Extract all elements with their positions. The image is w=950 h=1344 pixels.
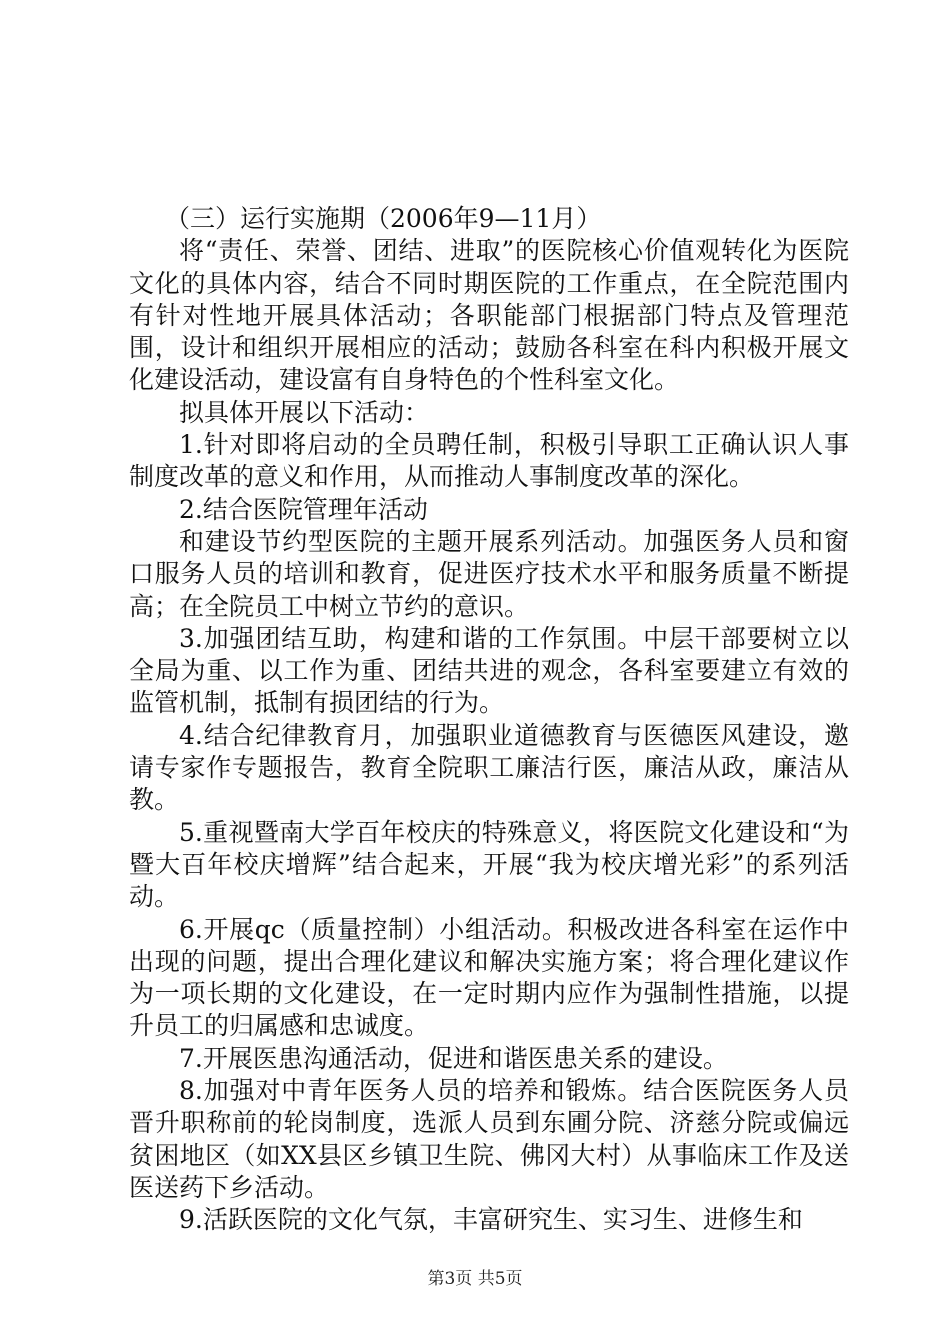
list-item-5: 5.重视暨南大学百年校庆的特殊意义，将医院文化建设和“为暨大百年校庆增辉”结合起来，开展“我为校庆增光彩”的系列活动。 <box>129 817 849 912</box>
list-item-3: 3.加强团结互助，构建和谐的工作氛围。中层干部要树立以全局为重、以工作为重、团结共进的观念，各科室要建立有效的监管机制，抵制有损团结的行为。 <box>129 623 849 718</box>
list-item-4: 4.结合纪律教育月，加强职业道德教育与医德医风建设，邀请专家作专题报告，教育全院职工廉洁行医，廉洁从政，廉洁从教。 <box>129 720 849 815</box>
paragraph-intro: 将“责任、荣誉、团结、进取”的医院核心价值观转化为医院文化的具体内容，结合不同时期医院的工作重点，在全院范围内有针对性地开展具体活动；各职能部门根据部门特点及管理范围，设计和组织开展相应的活动；鼓励各科室在科内积极开展文化建设活动，建设富有自身特色的个性科室文化。 <box>129 236 849 395</box>
list-item-8: 8.加强对中青年医务人员的培养和锻炼。结合医院医务人员晋升职称前的轮岗制度，选派人员到东圃分院、济慈分院或偏远贫困地区（如XX县区乡镇卫生院、佛冈大村）从事临床工作及送医送药下乡活动。 <box>129 1076 849 1202</box>
list-item-2: 2.结合医院管理年活动 <box>179 494 428 524</box>
list-item-6: 6.开展qc（质量控制）小组活动。积极改进各科室在运作中出现的问题，提出合理化建议和解决实施方案；将合理化建议作为一项长期的文化建设，在一定时期内应作为强制性措施，以提升员工的归属感和忠诚度。 <box>129 914 849 1041</box>
document-body <box>129 203 849 1237</box>
page-footer: 第3页 共5页 <box>427 1269 523 1289</box>
list-item-2-continued: 和建设节约型医院的主题开展系列活动。加强医务人员和窗口服务人员的培训和教育，促进医疗技术水平和服务质量不断提高；在全院员工中树立节约的意识。 <box>129 526 849 621</box>
section-heading: （三）运行实施期（2006年9—11月） <box>165 204 602 233</box>
list-item-9: 9.活跃医院的文化气氛，丰富研究生、实习生、进修生和 <box>179 1205 803 1235</box>
paragraph-activities-lead: 拟具体开展以下活动： <box>179 397 430 427</box>
list-item-7: 7.开展医患沟通活动，促进和谐医患关系的建设。 <box>179 1043 728 1073</box>
list-item-1: 1.针对即将启动的全员聘任制，积极引导职工正确认识人事制度改革的意义和作用，从而推动人事制度改革的深化。 <box>129 430 849 492</box>
